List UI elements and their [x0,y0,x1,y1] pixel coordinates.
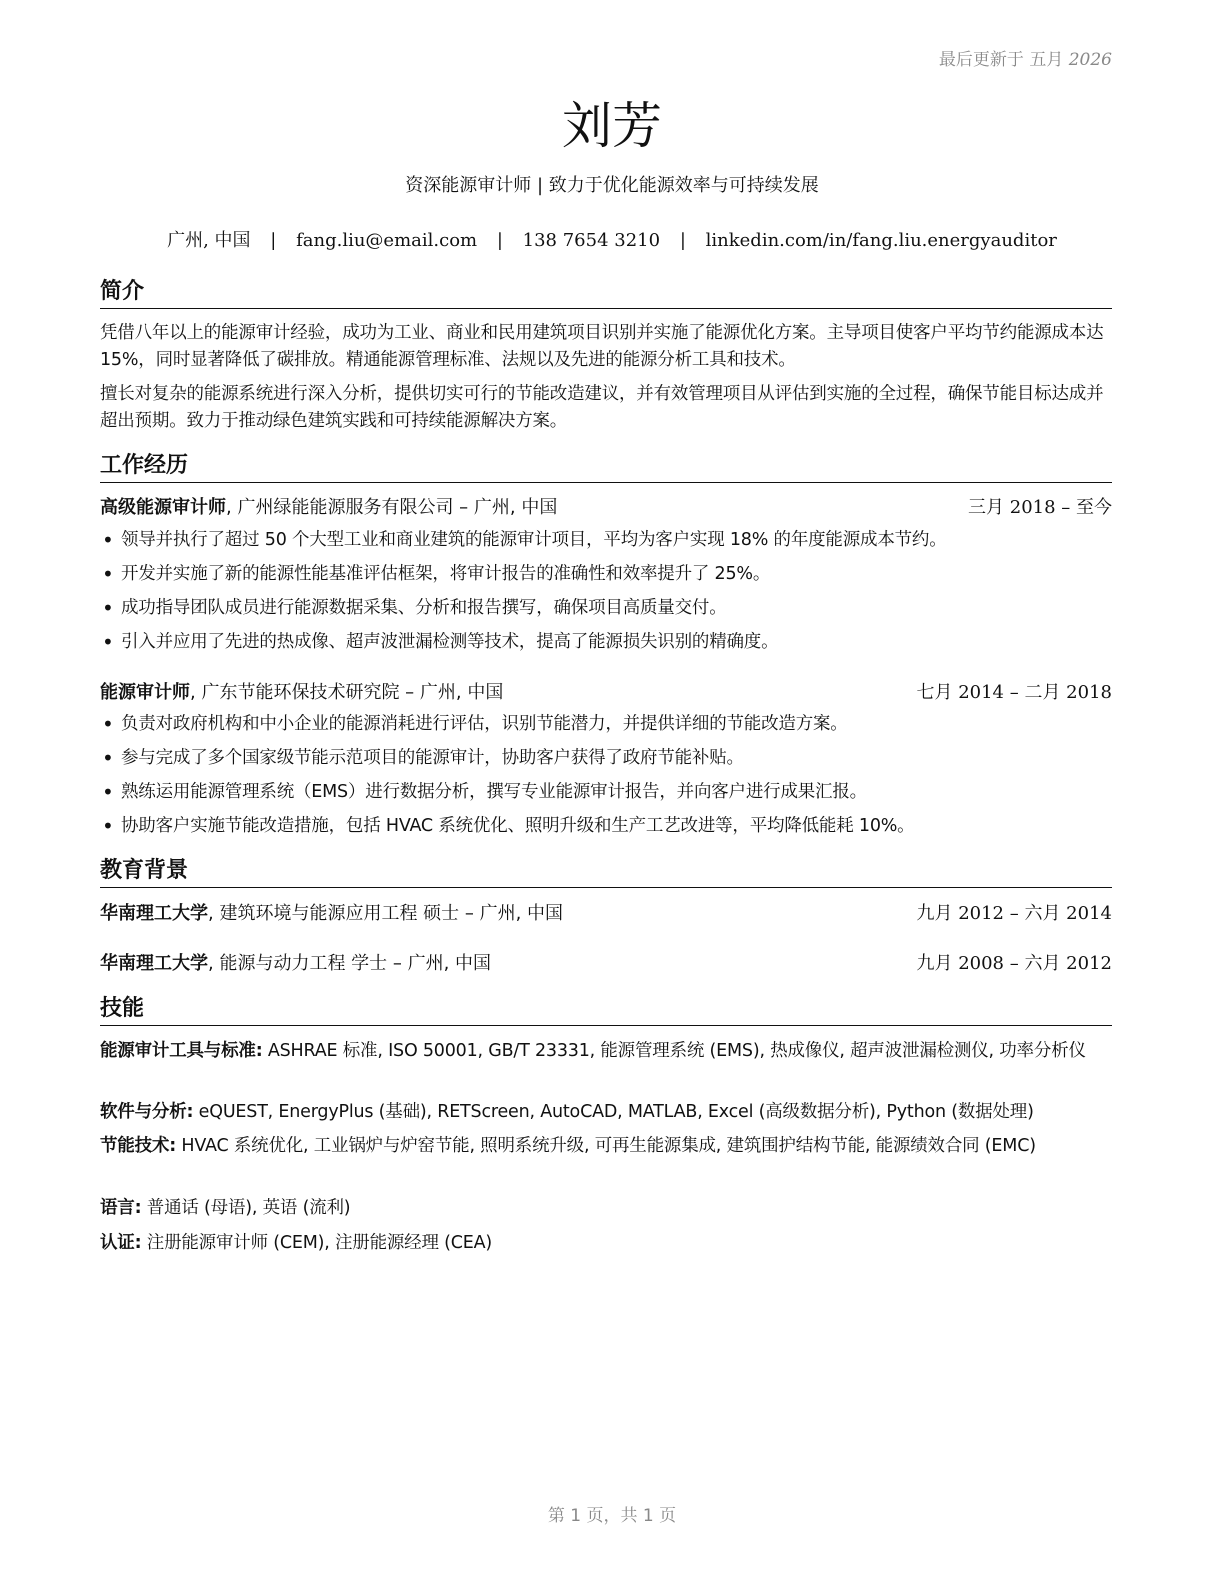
list-item: • 参与完成了多个国家级节能示范项目的能源审计，协助客户获得了政府节能补贴。 [100,745,1112,779]
job-role: 能源审计师 [100,682,190,703]
page-number: 第 1 页，共 1 页 [547,1506,677,1526]
contact-separator: | [679,230,686,251]
contact-email[interactable]: fang.liu@email.com [296,230,478,251]
contact-line [0,226,1224,252]
section-title-education: 教育背景 [100,856,1112,888]
list-item: • 协助客户实施节能改造措施，包括 HVAC 系统优化、照明升级和生产工艺改进等，平均降低能耗 10%。 [100,813,1112,847]
section-title-skills: 技能 [100,994,1112,1026]
skill-value: 注册能源审计师 (CEM), 注册能源经理 (CEA) [141,1233,493,1253]
skill-line [100,1038,1112,1065]
skill-value: eQUEST, EnergyPlus (基础), RETScreen, AutoCAD, MATLAB, Excel (高级数据分析), Python (数据处理) [193,1102,1034,1122]
education-school: 华南理工大学 [100,953,208,974]
education-detail: , 建筑环境与能源应用工程 硕士 – 广州, 中国 [208,903,564,924]
list-item: • 熟练运用能源管理系统（EMS）进行数据分析，撰写专业能源审计报告，并向客户进行成果汇报。 [100,779,1112,813]
job-date: 七月 2014 – 二月 2018 [916,682,1112,703]
skill-line [100,1133,1112,1160]
list-item: • 引入并应用了先进的热成像、超声波泄漏检测等技术，提高了能源损失识别的精确度。 [100,629,1112,663]
list-item: • 领导并执行了超过 50 个大型工业和商业建筑的能源审计项目，平均为客户实现 18% 的年度能源成本节约。 [100,527,1112,561]
job-org: , 广州绿能能源服务有限公司 – 广州, 中国 [226,497,558,518]
summary-paragraph: 擅长对复杂的能源系统进行深入分析，提供切实可行的节能改造建议，并有效管理项目从评估到实施的全过程，确保节能目标达成并超出预期。致力于推动绿色建筑实践和可持续能源解决方案。 [100,384,1104,431]
skill-line [100,1230,1112,1257]
skill-line [100,1195,1112,1222]
job-role: 高级能源审计师 [100,497,226,518]
contact-phone[interactable]: 138 7654 3210 [522,230,661,251]
last-updated-year: 2026 [1068,50,1112,70]
contact-separator: | [270,230,277,251]
education-date: 九月 2012 – 六月 2014 [916,903,1112,924]
education-detail: , 能源与动力工程 学士 – 广州, 中国 [208,953,492,974]
education-entry [100,901,1112,927]
list-item: • 负责对政府机构和中小企业的能源消耗进行评估，识别节能潜力，并提供详细的节能改造方案。 [100,711,1112,745]
list-item: • 开发并实施了新的能源性能基准评估框架，将审计报告的准确性和效率提升了 25%。 [100,561,1112,595]
list-item: • 成功指导团队成员进行能源数据采集、分析和报告撰写，确保项目高质量交付。 [100,595,1112,629]
job-header [100,495,1112,521]
summary-paragraph: 凭借八年以上的能源审计经验，成功为工业、商业和民用建筑项目识别并实施了能源优化方案。主导项目使客户平均节约能源成本达 15%，同时显著降低了碳排放。精通能源管理标准、法规以及先进的能源分析工具和技术。 [100,323,1104,370]
section-title-experience: 工作经历 [100,451,1112,483]
skill-value: 普通话 (母语), 英语 (流利) [141,1198,351,1218]
skill-label: 软件与分析: [100,1102,194,1122]
job-bullets [100,527,1112,663]
job-org: , 广东节能环保技术研究院 – 广州, 中国 [190,682,504,703]
last-updated [939,45,1112,70]
skill-label: 认证: [100,1233,142,1253]
skill-label: 节能技术: [100,1136,176,1156]
skill-value: ASHRAE 标准, ISO 50001, GB/T 23331, 能源管理系统 (EMS), 热成像仪, 超声波泄漏检测仪, 功率分析仪 [262,1041,1086,1061]
skill-label: 能源审计工具与标准: [100,1041,263,1061]
education-school: 华南理工大学 [100,903,208,924]
section-title-summary: 简介 [100,277,1112,309]
headline: 资深能源审计师 | 致力于优化能源效率与可持续发展 [405,175,819,196]
skill-label: 语言: [100,1198,142,1218]
job-date: 三月 2018 – 至今 [968,497,1112,518]
contact-linkedin[interactable]: linkedin.com/in/fang.liu.energyauditor [705,230,1057,251]
skill-line [100,1099,1112,1126]
skill-value: HVAC 系统优化, 工业锅炉与炉窑节能, 照明系统升级, 可再生能源集成, 建筑围护结构节能, 能源绩效合同 (EMC) [176,1136,1036,1156]
contact-location: 广州, 中国 [167,230,251,251]
person-name: 刘芳 [562,97,662,155]
last-updated-label: 最后更新于 五月 [938,50,1064,70]
education-entry [100,951,1112,977]
job-bullets [100,711,1112,847]
contact-separator: | [496,230,503,251]
education-date: 九月 2008 – 六月 2012 [916,953,1112,974]
job-header [100,680,1112,706]
